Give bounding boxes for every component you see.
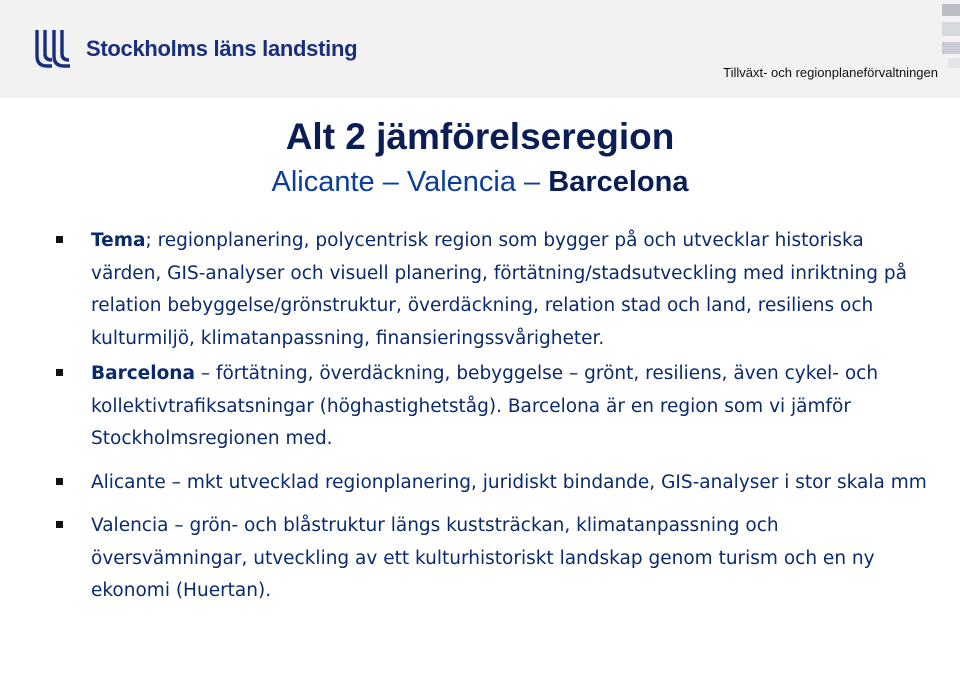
department-name: Tillväxt- och regionplaneförvaltningen bbox=[723, 65, 938, 80]
bullet-text: Alicante – mkt utvecklad regionplanering, juridiskt bindande, GIS-analyser i stor skala mm bbox=[91, 471, 927, 493]
bullet-lead: Tema bbox=[91, 230, 146, 251]
bullet-list bbox=[52, 225, 932, 608]
bullet-square-icon bbox=[56, 369, 63, 376]
bullet-square-icon bbox=[56, 236, 63, 243]
bullet-square-icon bbox=[56, 478, 63, 485]
decorative-squares-icon bbox=[938, 0, 960, 70]
subtitle-barcelona: Barcelona bbox=[548, 166, 689, 198]
bullet-lead: Barcelona bbox=[91, 363, 195, 384]
bullet-item bbox=[52, 510, 932, 608]
bullet-item bbox=[52, 358, 932, 456]
bullet-item bbox=[52, 225, 932, 355]
bullet-text: – förtätning, överdäckning, bebyggelse – grönt, resiliens, även cykel- och kollektivtrafiksatsningar (höghastighetståg). Barcelona är en region som vi jämför Stockholmsregionen med. bbox=[91, 363, 879, 449]
slide-header bbox=[0, 0, 960, 98]
subtitle-regions: Alicante – Valencia – bbox=[271, 166, 549, 198]
sll-logo bbox=[32, 28, 357, 70]
logo-text: Stockholms läns landsting bbox=[86, 36, 358, 61]
bullet-square-icon bbox=[56, 521, 63, 528]
bullet-text: ; regionplanering, polycentrisk region som bygger på och utvecklar historiska värden, GIS-analyser och visuell planering, förtätning/stadsutveckling med inriktning på relation bebyggelse/grönstruktur, överdäckning, relation stad och land, resiliens och kulturmiljö, klimatanpassning, finansieringssvårigheter. bbox=[91, 230, 907, 349]
sll-logo-icon bbox=[32, 28, 80, 70]
bullet-item bbox=[52, 467, 932, 500]
slide-subtitle bbox=[0, 166, 960, 199]
bullet-text: Valencia – grön- och blåstruktur längs kuststräckan, klimatanpassning och översvämningar, utveckling av ett kulturhistoriskt landskap genom turism och en ny ekonomi (Huertan). bbox=[91, 515, 875, 601]
slide-title: Alt 2 jämförelseregion bbox=[285, 116, 675, 157]
